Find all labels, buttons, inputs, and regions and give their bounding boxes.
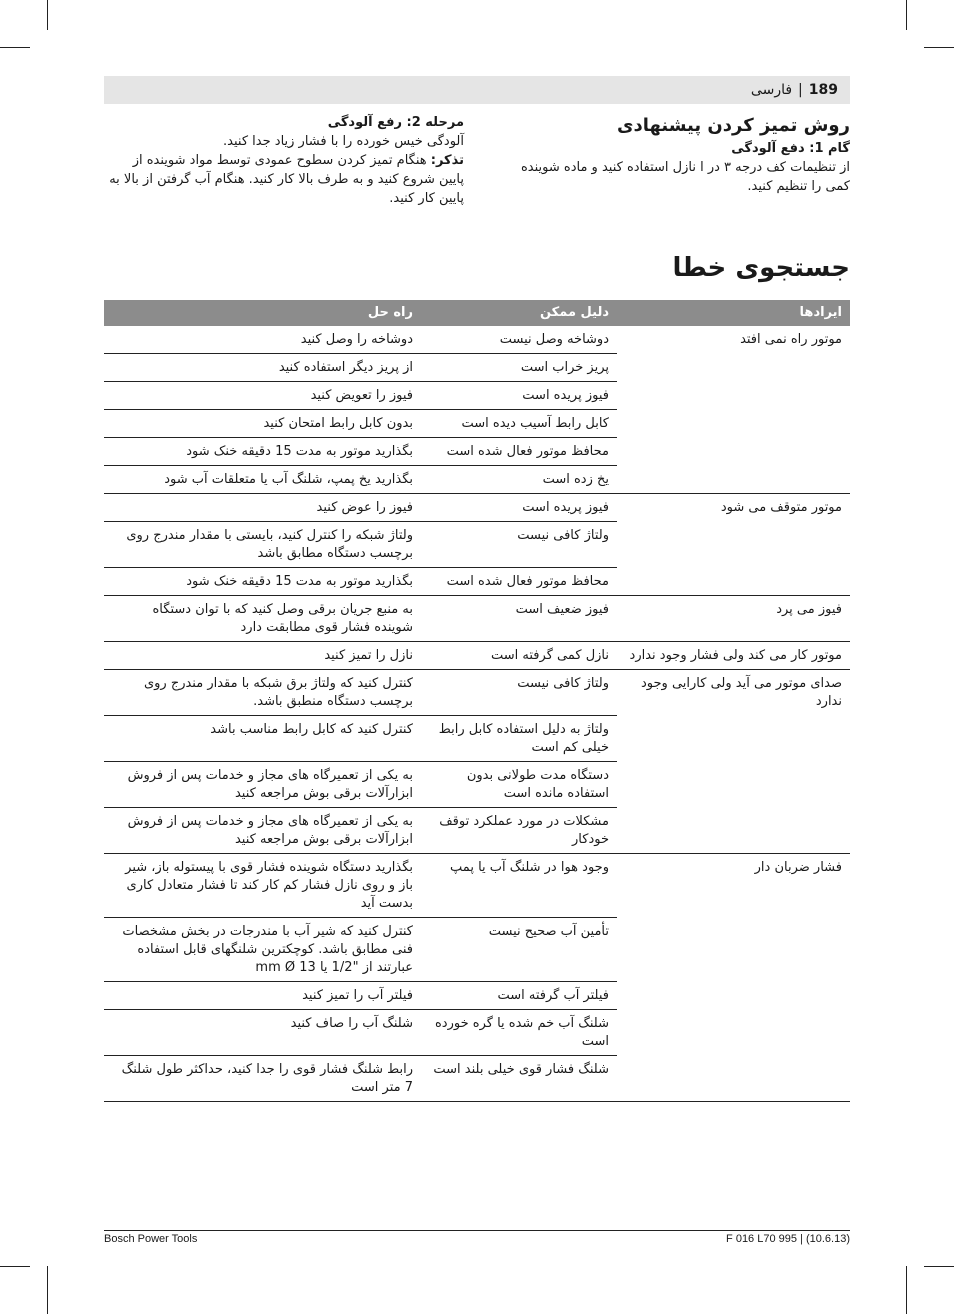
table-row [104, 670, 850, 716]
header-solution: راه حل [104, 300, 421, 326]
solution-cell: ولتاژ شبکه را کنترل کنید، بایستی با مقدار مندرج روی برچسب دستگاه مطابق باشد [104, 522, 421, 568]
solution-cell: فیوز را تعویض کنید [104, 382, 421, 410]
problem-cell: موتور متوقف می شود [617, 494, 850, 596]
troubleshooting-title: جستجوی خطا [672, 253, 850, 283]
footer-code: F 016 L70 995 | (10.6.13) [726, 1233, 850, 1245]
header-cause: دلیل ممکن [421, 300, 617, 326]
table-row [104, 596, 850, 642]
step2-section [104, 113, 464, 208]
header-problem: ایرادها [617, 300, 850, 326]
solution-cell: به منبع جریان برقی وصل کنید که با توان دستگاه شوینده فشار قوی مطابقت دارد [104, 596, 421, 642]
step1-text: از تنظیمات کف درجه ۳ در ا نازل استفاده کنید و ماده شوینده کمی را تنظیم کنید. [520, 160, 850, 194]
cause-cell: فیوز پریده است [421, 494, 617, 522]
problem-cell: موتور کار می کند ولی فشار وجود ندارد [617, 642, 850, 670]
table-row [104, 326, 850, 354]
page-number: 189 [808, 82, 838, 98]
cause-cell: وجود هوا در شلنگ آب یا پمپ [421, 854, 617, 918]
crop-mark [906, 1266, 907, 1314]
solution-cell: نازل را تمیز کنید [104, 642, 421, 670]
solution-cell: فیلتر آب را تمیز کنید [104, 982, 421, 1010]
solution-cell: به یکی از تعمیرگاه های مجاز و خدمات پس از فروش ابزارآلات برقی بوش مراجعه کنید [104, 762, 421, 808]
solution-cell: بگذارید موتور به مدت 15 دقیقه خنک شود [104, 438, 421, 466]
solution-cell: بگذارید یخ پمپ، شلنگ آب یا متعلقات آب شود [104, 466, 421, 494]
crop-mark [924, 47, 954, 48]
cleaning-method-section [500, 113, 850, 196]
problem-cell: موتور راه نمی افتد [617, 326, 850, 494]
cause-cell: شلنگ آب خم شده یا گره خورده است [421, 1010, 617, 1056]
crop-mark [924, 1266, 954, 1267]
cause-cell: دوشاخه وصل نیست [421, 326, 617, 354]
cause-cell: پریز خراب است [421, 354, 617, 382]
crop-mark [0, 47, 30, 48]
crop-mark [906, 0, 907, 30]
note-label: تذکر: [430, 153, 464, 168]
solution-cell: کنترل کنید که شیر آب با مندرجات در بخش مشخصات فنی مطابق باشد. کوچکترین شلنگهای قابل استفاده عبارتند از "1/2 یا 13 mm Ø [104, 918, 421, 982]
solution-cell: از پریز دیگر استفاده کنید [104, 354, 421, 382]
problem-cell: صدای موتور می آید ولی کارایی وجود ندارد [617, 670, 850, 854]
solution-cell: کنترل کنید که ولتاژ برق شبکه با مقدار مندرج روی برچسب دستگاه منطبق باشد. [104, 670, 421, 716]
cause-cell: محافظ موتور فعال شده است [421, 438, 617, 466]
troubleshooting-table [104, 300, 850, 1102]
cause-cell: ولتاژ کافی نیست [421, 522, 617, 568]
cause-cell: ولتاژ به دلیل استفاده کابل رابط خیلی کم است [421, 716, 617, 762]
cause-cell: کابل رابط آسیب دیده است [421, 410, 617, 438]
solution-cell: بدون کابل رابط امتحان کنید [104, 410, 421, 438]
cause-cell: یخ زده است [421, 466, 617, 494]
step1-title: گام 1: دفع آلودگی [731, 141, 850, 156]
step2-text: آلودگی خیس خورده را با فشار زیاد جدا کنید. [223, 134, 464, 149]
note-paragraph [104, 151, 464, 208]
problem-cell: فیوز می پرد [617, 596, 850, 642]
table-row [104, 642, 850, 670]
note-text: هنگام تمیز کردن سطوح عمودی توسط مواد شوینده از پایین شروع کنید و به طرف بالا کار کنید. هنگام آب گرفتن از بالا به پایین کار کنید. [109, 153, 464, 206]
header-separator: | [798, 82, 803, 98]
solution-cell: بگذارید موتور به مدت 15 دقیقه خنک شود [104, 568, 421, 596]
cause-cell: فیلتر آب گرفته است [421, 982, 617, 1010]
cause-cell: مشکلات در مورد عملکرد توقف خودکار [421, 808, 617, 854]
table-header-row [104, 300, 850, 326]
solution-cell: کنترل کنید که کابل رابط مناسب باشد [104, 716, 421, 762]
cause-cell: محافظ موتور فعال شده است [421, 568, 617, 596]
footer-rule [104, 1230, 850, 1231]
table-row [104, 494, 850, 522]
crop-mark [47, 1266, 48, 1314]
header-text [751, 80, 838, 100]
cause-cell: تأمین آب صحیح نیست [421, 918, 617, 982]
solution-cell: دوشاخه را وصل کنید [104, 326, 421, 354]
solution-cell: بگذارید دستگاه شوینده فشار قوی با پیستوله باز، شیر باز و روی نازل فشار کم کار کند تا فشار متعادل کاری بدست آید [104, 854, 421, 918]
solution-cell: رابط شلنگ فشار قوی را جدا کنید، حداکثر طول شلنگ 7 متر است [104, 1056, 421, 1102]
crop-mark [0, 1266, 30, 1267]
step2-title: مرحله 2: رفع آلودگی [327, 115, 464, 130]
crop-mark [47, 0, 48, 30]
solution-cell: فیوز را عوض کنید [104, 494, 421, 522]
solution-cell: به یکی از تعمیرگاه های مجاز و خدمات پس از فروش ابزارآلات برقی بوش مراجعه کنید [104, 808, 421, 854]
cause-cell: فیوز ضعیف است [421, 596, 617, 642]
table-row [104, 854, 850, 918]
cause-cell: نازل کمی گرفته است [421, 642, 617, 670]
footer-brand: Bosch Power Tools [104, 1233, 198, 1245]
problem-cell: فشار ضربان دار [617, 854, 850, 1102]
cause-cell: فیوز پریده است [421, 382, 617, 410]
solution-cell: شلنگ آب را صاف کنید [104, 1010, 421, 1056]
table-body [104, 326, 850, 1102]
cause-cell: دستگاه مدت طولانی بدون استفاده مانده است [421, 762, 617, 808]
cause-cell: ولتاژ کافی نیست [421, 670, 617, 716]
language-label: فارسی [750, 82, 793, 98]
cause-cell: شلنگ فشار قوی خیلی بلند است [421, 1056, 617, 1102]
section-title: روش تمیز کردن پیشنهادی [617, 115, 850, 136]
page-header [104, 76, 850, 104]
